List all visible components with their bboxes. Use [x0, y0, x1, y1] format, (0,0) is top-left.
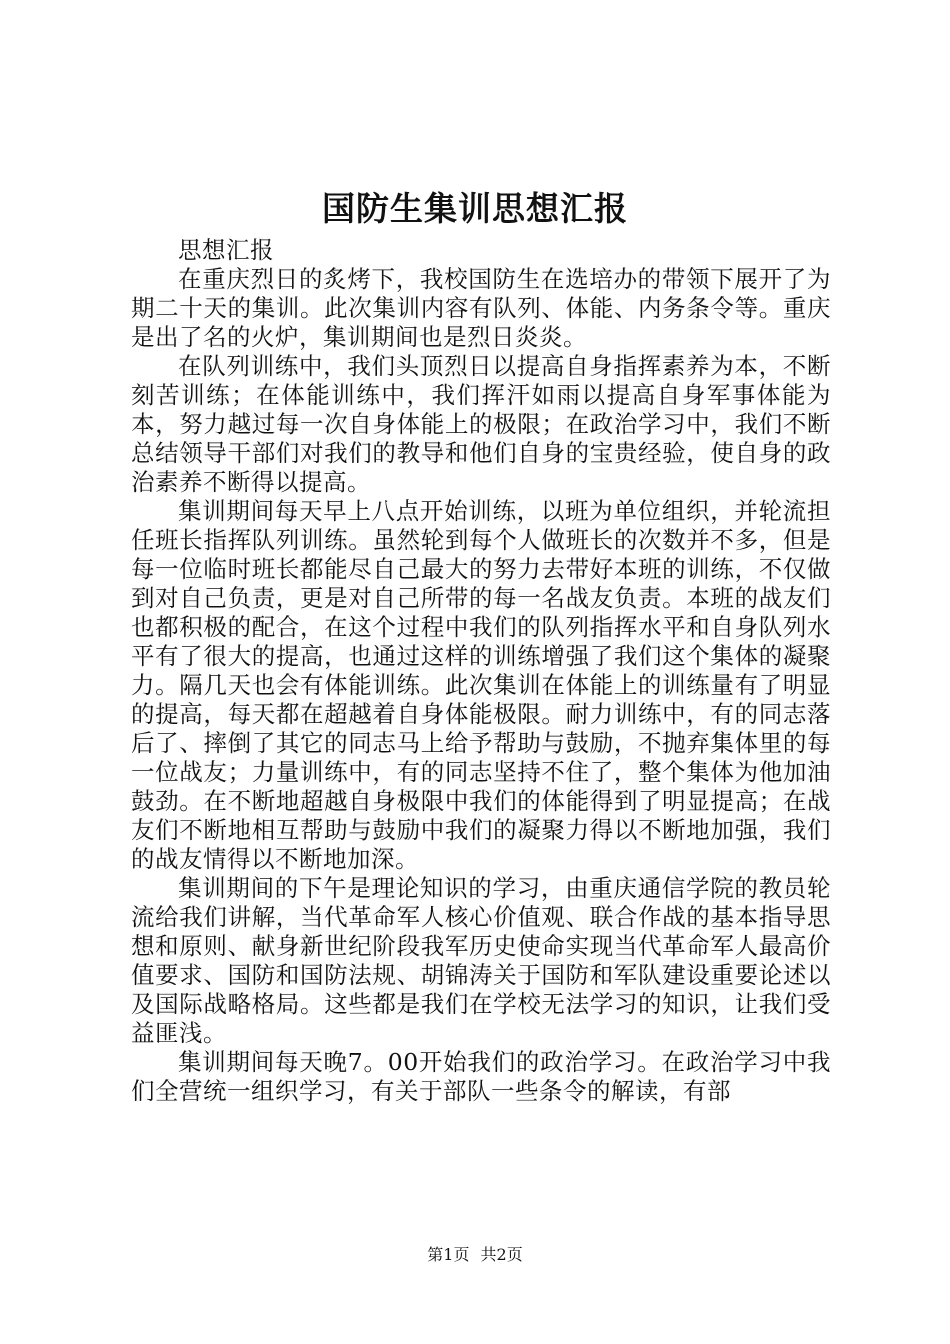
paragraph: 在队列训练中，我们头顶烈日以提高自身指挥素养为本，不断刻苦训练；在体能训练中，我们挥汗如雨以提高自身军事体能为本，努力越过每一次自身体能上的极限；在政治学习中，我们不断总结领导干部们对我们的教导和他们自身的宝贵经验，使自身的政治素养不断得以提高。: [131, 352, 831, 496]
page-footer: [0, 1243, 950, 1267]
page-number: 第1页: [427, 1245, 470, 1264]
paragraph: 在重庆烈日的炙烤下，我校国防生在选培办的带领下展开了为期二十天的集训。此次集训内容有队列、体能、内务条令等。重庆是出了名的火炉，集训期间也是烈日炎炎。: [131, 265, 831, 351]
paragraph: 集训期间的下午是理论知识的学习，由重庆通信学院的教员轮流给我们讲解，当代革命军人核心价值观、联合作战的基本指导思想和原则、献身新世纪阶段我军历史使命实现当代革命军人最高价值要求、国防和国防法规、胡锦涛关于国防和军队建设重要论述以及国际战略格局。这些都是我们在学校无法学习的知识，让我们受益匪浅。: [131, 874, 831, 1047]
document-body: [131, 236, 831, 1106]
page-total: 共2页: [480, 1245, 523, 1264]
document-title: 国防生集训思想汇报: [322, 189, 628, 228]
paragraph: 集训期间每天晚7。00开始我们的政治学习。在政治学习中我们全营统一组织学习，有关于部队一些条令的解读，有部: [131, 1048, 831, 1105]
paragraph-heading: 思想汇报: [178, 236, 274, 264]
paragraph: 集训期间每天早上八点开始训练，以班为单位组织，并轮流担任班长指挥队列训练。虽然轮到每个人做班长的次数并不多，但是每一位临时班长都能尽自己最大的努力去带好本班的训练，不仅做到对自己负责，更是对自己所带的每一名战友负责。本班的战友们也都积极的配合，在这个过程中我们的队列指挥水平和自身队列水平有了很大的提高，也通过这样的训练增强了我们这个集体的凝聚力。隔几天也会有体能训练。此次集训在体能上的训练量有了明显的提高，每天都在超越着自身体能极限。耐力训练中，有的同志落后了、摔倒了其它的同志马上给予帮助与鼓励，不抛弃集体里的每一位战友；力量训练中，有的同志坚持不住了，整个集体为他加油鼓劲。在不断地超越自身极限中我们的体能得到了明显提高；在战友们不断地相互帮助与鼓励中我们的凝聚力得以不断地加强，我们的战友情得以不断地加深。: [131, 497, 831, 873]
